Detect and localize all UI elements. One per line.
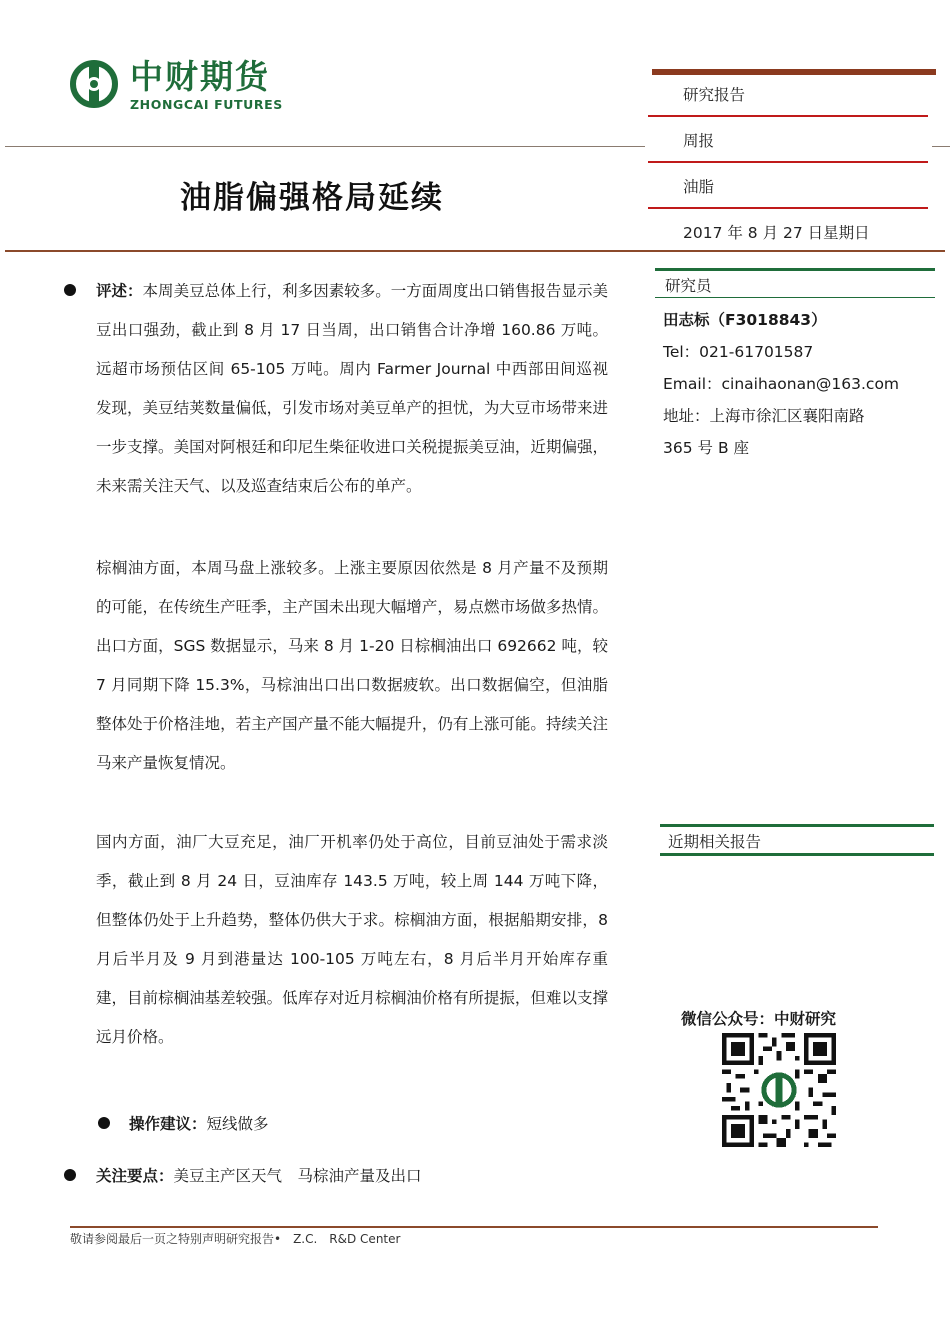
bullet-icon	[64, 284, 76, 296]
related-bottom-rule	[660, 853, 934, 856]
meta-divider	[648, 115, 928, 117]
meta-report-type: 研究报告	[683, 86, 746, 104]
focus-text: 美豆主产区天气 马棕油产量及出口	[173, 1167, 422, 1185]
focus-line	[96, 1164, 422, 1186]
logo-english-name: ZHONGCAI FUTURES	[130, 97, 283, 112]
footer-divider	[70, 1226, 878, 1228]
researcher-email: Email：cinaihaonan@163.com	[663, 375, 900, 393]
meta-sector: 油脂	[683, 178, 715, 196]
advice-line	[129, 1112, 269, 1134]
related-reports-heading: 近期相关报告	[668, 833, 762, 851]
meta-top-bar	[652, 69, 936, 75]
company-logo	[70, 58, 300, 118]
palm-oil-paragraph: 棕榈油方面，本周马盘上涨较多。上涨主要原因依然是 8 月产量不及预期的可能，在传统生产旺季，主产国未出现大幅增产，易点燃市场做多热情。出口方面，SGS 数据显示，马来 8 月 1-20 日棕榈油出口 692662 吨，较 7 月同期下降 15.3%，马棕油出口出口数据疲软。出口数据偏空，但油脂整体处于价格洼地，若主产国产量不能大幅提升，仍有上涨可能。持续关注马来产量恢复情况。	[96, 559, 608, 772]
commentary-text: 本周美豆总体上行，利多因素较多。一方面周度出口销售报告显示美豆出口强劲，截止到 8 月 17 日当周，出口销售合计净增 160.86 万吨。远超市场预估区间 65-105 万吨。周内 Farmer Journal 中西部田间巡视发现，美豆结荚数量偏低，引发市场对美豆单产的担忧，为大豆市场带来进一步支撑。美国对阿根廷和印尼生柴征收进口关税提振美豆油，近期偏强，未来需关注天气、以及巡查结束后公布的单产。	[96, 282, 608, 495]
qr-code-icon	[719, 1033, 839, 1147]
researcher-top-rule	[655, 268, 935, 271]
footer-text: 敬请参阅最后一页之特别声明研究报告• Z.C. R&D Center	[70, 1232, 401, 1246]
commentary-paragraph	[96, 272, 608, 506]
domestic-paragraph: 国内方面，油厂大豆充足，油厂开机率仍处于高位，目前豆油处于需求淡季，截止到 8 月 24 日，豆油库存 143.5 万吨，较上周 144 万吨下降，但整体仍处于上升趋势，整体仍供大于求。棕榈油方面，根据船期安排，8 月后半月及 9 月到港量达 100-105 万吨左右，8 月后半月开始库存重建，目前棕榈油基差较强。低库存对近月棕榈油价格有所提振，但难以支撑远月价格。	[96, 833, 608, 1046]
report-title: 油脂偏强格局延续	[180, 180, 444, 216]
advice-label: 操作建议：	[129, 1115, 207, 1133]
focus-label: 关注要点：	[96, 1167, 174, 1185]
researcher-name: 田志标（F3018843）	[663, 311, 827, 329]
related-top-rule	[660, 824, 934, 827]
logo-chinese-name: 中财期货	[130, 57, 270, 96]
researcher-under-rule	[655, 297, 935, 298]
header-divider-right	[932, 146, 950, 147]
researcher-address-line2: 365 号 B 座	[663, 439, 749, 457]
researcher-address: 地址：上海市徐汇区襄阳南路	[663, 407, 865, 425]
researcher-heading: 研究员	[665, 277, 712, 295]
commentary-label: 评述：	[96, 282, 143, 300]
logo-mark-icon	[70, 60, 118, 108]
meta-divider	[648, 161, 928, 163]
advice-text: 短线做多	[206, 1115, 269, 1133]
title-divider	[5, 250, 945, 252]
meta-frequency: 周报	[683, 132, 715, 150]
wechat-label: 微信公众号：中财研究	[681, 1010, 837, 1028]
bullet-icon	[98, 1117, 110, 1129]
meta-divider	[648, 207, 928, 209]
bullet-icon	[64, 1169, 76, 1181]
researcher-tel: Tel：021-61701587	[663, 343, 814, 361]
header-divider	[5, 146, 645, 147]
meta-date: 2017 年 8 月 27 日星期日	[683, 224, 870, 242]
